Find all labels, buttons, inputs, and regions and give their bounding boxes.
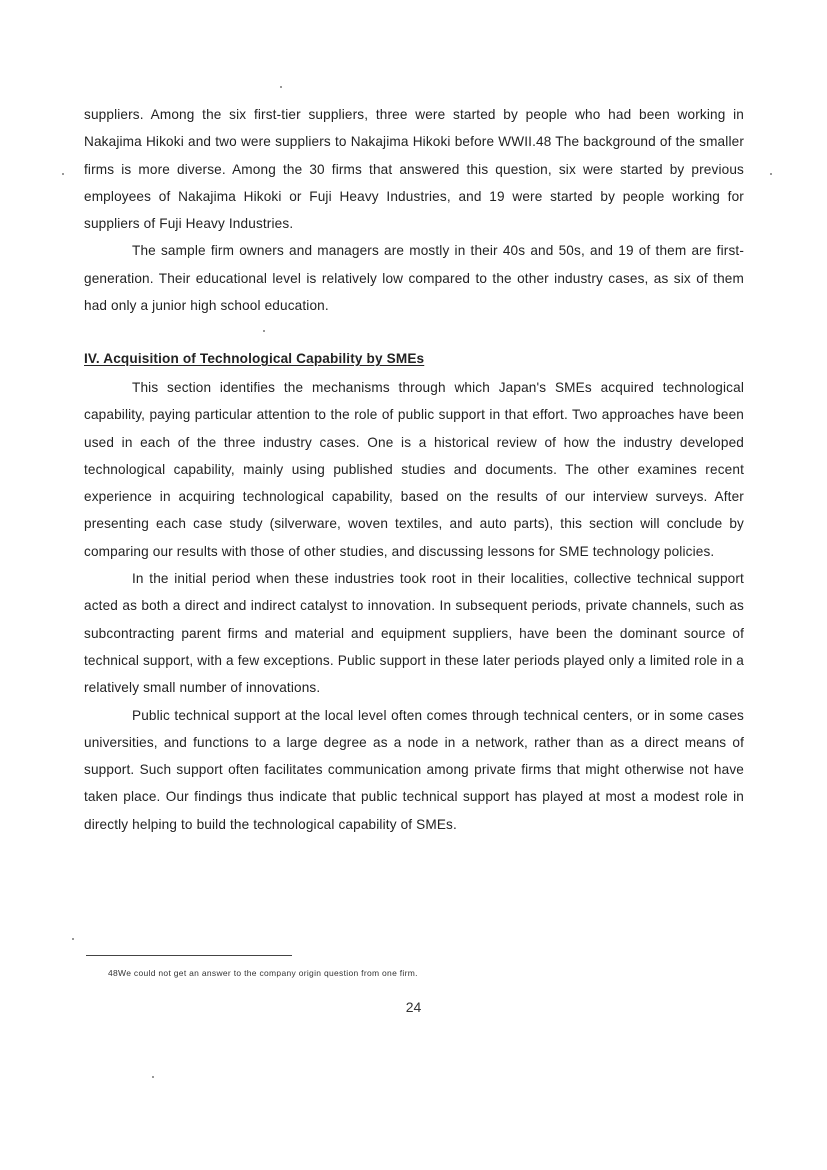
text-block-upper — [84, 101, 744, 319]
paragraph-suppliers-background: suppliers. Among the six first-tier suppliers, three were started by people who had been working in Nakajima Hikoki and two were suppliers to Nakajima Hikoki before WWII.48 The background of the smaller firms is more diverse. Among the 30 firms that answered this question, six were started by previous employees of Nakajima Hikoki or Fuji Heavy Industries, and 19 were started by people working for suppliers of Fuji Heavy Industries. — [84, 107, 744, 232]
paragraph-initial-period: In the initial period when these industries took root in their localities, collective technical support acted as both a direct and indirect catalyst to innovation. In subsequent periods, private channels, such as subcontracting parent firms and material and equipment suppliers, have been the dominant source of technical support, with a few exceptions. Public support in these later periods played only a limited role in a relatively small number of innovations. — [84, 571, 744, 696]
text-block-lower — [84, 374, 744, 838]
scan-speck — [62, 173, 64, 175]
footnote-48: 48We could not get an answer to the company origin question from one firm. — [108, 968, 418, 978]
scan-speck — [280, 86, 282, 88]
scan-speck — [770, 173, 772, 175]
footnote-divider — [86, 955, 292, 956]
paragraph-public-technical-support: Public technical support at the local level often comes through technical centers, or in some cases universities, and functions to a large degree as a node in a network, rather than as a direct means of support. Such support often facilitates communication among private firms that might otherwise not have taken place. Our findings thus indicate that public technical support has played at most a modest role in directly helping to build the technological capability of SMEs. — [84, 707, 744, 832]
page-number: 24 — [405, 999, 422, 1015]
scan-speck — [72, 938, 74, 940]
section-heading: IV. Acquisition of Technological Capability by SMEs — [84, 351, 425, 366]
scan-speck — [152, 1076, 154, 1078]
scan-speck — [263, 330, 265, 332]
paragraph-owners-managers: The sample firm owners and managers are mostly in their 40s and 50s, and 19 of them are first-generation. Their educational level is relatively low compared to the other industry cases, as six of them had only a junior high school education. — [84, 243, 744, 314]
paragraph-section-intro: This section identifies the mechanisms through which Japan's SMEs acquired technological capability, paying particular attention to the role of public support in that effort. Two approaches have been used in each of the three industry cases. One is a historical review of how the industry developed technological capability, mainly using published studies and documents. The other examines recent experience in acquiring technological capability, based on the results of our interview surveys. After presenting each case study (silverware, woven textiles, and auto parts), this section will conclude by comparing our results with those of other studies, and discussing lessons for SME technology policies. — [84, 380, 744, 559]
